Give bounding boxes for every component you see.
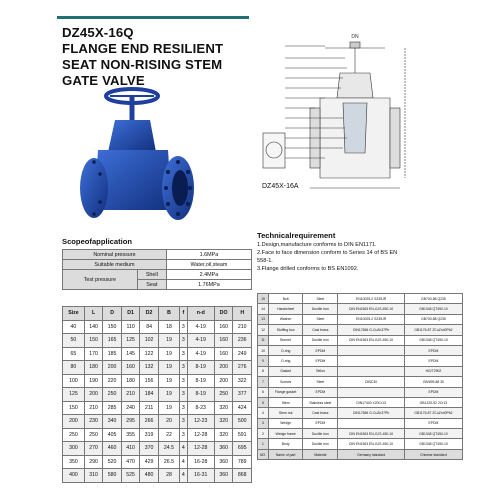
part-cell: Ductile iron bbox=[303, 335, 338, 345]
part-cell bbox=[338, 356, 404, 366]
table-row bbox=[258, 294, 463, 304]
table-row bbox=[258, 439, 463, 449]
part-cell: Stem nut bbox=[269, 408, 303, 418]
dimension-header-cell: L bbox=[84, 307, 103, 321]
dimension-cell: 40 bbox=[63, 320, 85, 334]
part-cell: 4 bbox=[258, 408, 269, 418]
part-cell: 7 bbox=[258, 377, 269, 387]
part-cell: Ductile iron bbox=[303, 304, 338, 314]
dimension-cell: 3 bbox=[180, 361, 187, 375]
dimension-cell: 355 bbox=[121, 428, 140, 442]
part-cell: EPDM bbox=[404, 418, 462, 428]
dimension-cell: 20 bbox=[158, 415, 179, 429]
dimension-cell: 249 bbox=[233, 347, 252, 361]
part-cell: DIN EN1563 EN-GJS-450-10 bbox=[338, 304, 404, 314]
part-cell: 2 bbox=[258, 429, 269, 439]
table-row bbox=[258, 335, 463, 345]
dimension-cell: 322 bbox=[233, 374, 252, 388]
dimension-cell: 19 bbox=[158, 374, 179, 388]
scope-table bbox=[62, 249, 252, 290]
dimension-cell: 102 bbox=[140, 334, 159, 348]
dimension-cell: 65 bbox=[63, 347, 85, 361]
drawing-model-label: DZ45X-16A bbox=[262, 183, 299, 190]
part-cell: 6 bbox=[258, 387, 269, 397]
part-cell: GB1348 QT450-10 bbox=[404, 439, 462, 449]
dimension-header-cell: Size bbox=[63, 307, 85, 321]
dimension-cell: 160 bbox=[214, 347, 233, 361]
part-cell: Wedge bbox=[269, 418, 303, 428]
table-row bbox=[63, 428, 252, 442]
part-cell: DIN EN1563 EN-GJS-450-10 bbox=[338, 335, 404, 345]
dimension-cell: 210 bbox=[121, 388, 140, 402]
dimension-cell: 290 bbox=[84, 455, 103, 469]
dimension-cell: 370 bbox=[140, 442, 159, 456]
dimension-cell: 377 bbox=[233, 388, 252, 402]
part-cell: 13 bbox=[258, 314, 269, 324]
part-cell: 15 bbox=[258, 294, 269, 304]
dimension-cell: 8-19 bbox=[187, 374, 214, 388]
part-cell: GB700-88 Q235 bbox=[404, 314, 462, 324]
table-row bbox=[63, 388, 252, 402]
dimension-cell: 16-31 bbox=[187, 469, 214, 483]
part-cell: GB1348 QT450-10 bbox=[404, 335, 462, 345]
dimension-cell: 4-19 bbox=[187, 347, 214, 361]
tech-requirements bbox=[257, 241, 457, 273]
dimension-cell: 429 bbox=[140, 455, 159, 469]
dimension-cell: 340 bbox=[103, 415, 122, 429]
dimension-cell: 200 bbox=[103, 361, 122, 375]
dimension-cell: 200 bbox=[214, 374, 233, 388]
dimension-cell: 3 bbox=[180, 428, 187, 442]
part-cell: O-ring bbox=[269, 356, 303, 366]
part-cell: GB1348 QT450-10 bbox=[404, 429, 462, 439]
table-row bbox=[63, 334, 252, 348]
part-cell: Gasket bbox=[269, 366, 303, 376]
dimension-cell: 50 bbox=[63, 334, 85, 348]
table-row bbox=[63, 347, 252, 361]
dimension-cell: 360 bbox=[214, 469, 233, 483]
title-line-3: SEAT NON-RISING STEM bbox=[62, 57, 223, 72]
test-pressure-label: Test pressure bbox=[63, 270, 138, 290]
part-cell: DIN17656 G-CuZn37Pb bbox=[338, 325, 404, 335]
dimension-cell: 19 bbox=[158, 388, 179, 402]
dimension-cell: 12-28 bbox=[187, 428, 214, 442]
dimension-cell: 4-19 bbox=[187, 334, 214, 348]
part-cell: GB1176-87 ZCuZn40Pb2 bbox=[404, 325, 462, 335]
dimension-cell: 360 bbox=[214, 442, 233, 456]
dimension-cell: 320 bbox=[214, 428, 233, 442]
dimension-cell: 200 bbox=[63, 415, 85, 429]
dimension-cell: 250 bbox=[214, 388, 233, 402]
dimension-cell: 170 bbox=[84, 347, 103, 361]
tech-line: 558-1. bbox=[257, 258, 273, 264]
table-row bbox=[63, 361, 252, 375]
part-cell: Stem bbox=[269, 397, 303, 407]
dimension-cell: 22 bbox=[158, 428, 179, 442]
dimension-cell: 160 bbox=[214, 320, 233, 334]
dimension-cell: 210 bbox=[84, 401, 103, 415]
part-cell bbox=[338, 418, 404, 428]
dimension-cell: 8-23 bbox=[187, 401, 214, 415]
dimension-cell: 266 bbox=[140, 415, 159, 429]
part-cell: Washer bbox=[269, 314, 303, 324]
part-cell: DIN17656 G-CuZn37Pb bbox=[338, 408, 404, 418]
dimension-cell: 4 bbox=[180, 469, 187, 483]
part-cell: 1 bbox=[258, 439, 269, 449]
part-cell: 14 bbox=[258, 304, 269, 314]
dimension-cell: 125 bbox=[121, 334, 140, 348]
part-cell: DINC30 bbox=[338, 377, 404, 387]
dimension-cell: 18 bbox=[158, 320, 179, 334]
tech-heading: Technicalrequirement bbox=[257, 231, 336, 240]
part-cell: 11 bbox=[258, 335, 269, 345]
dimension-cell: 84 bbox=[140, 320, 159, 334]
tech-line: 3.Flange drilled conforms to BS EN1092. bbox=[257, 266, 359, 272]
part-cell: Flange gasket bbox=[269, 387, 303, 397]
parts-table bbox=[257, 293, 463, 460]
part-cell bbox=[338, 345, 404, 355]
dimension-cell: 12-23 bbox=[187, 415, 214, 429]
part-cell: Stainless steel bbox=[303, 397, 338, 407]
dn-label: DN bbox=[351, 34, 359, 40]
table-row bbox=[63, 374, 252, 388]
dimension-cell: 360 bbox=[214, 455, 233, 469]
dimension-cell: 122 bbox=[140, 347, 159, 361]
part-cell: Handwheel bbox=[269, 304, 303, 314]
dimension-cell: 789 bbox=[233, 455, 252, 469]
dimension-cell: 300 bbox=[63, 442, 85, 456]
dimension-cell: 220 bbox=[103, 374, 122, 388]
part-cell: Steel bbox=[303, 377, 338, 387]
dimension-cell: 4 bbox=[180, 442, 187, 456]
part-cell: EPDM bbox=[404, 387, 462, 397]
title-line-2: FLANGE END RESILIENT bbox=[62, 41, 224, 56]
shell-value: 2.4MPa bbox=[166, 270, 251, 280]
table-row bbox=[258, 314, 463, 324]
part-cell: Body bbox=[269, 439, 303, 449]
part-cell bbox=[338, 366, 404, 376]
part-cell: Bolt bbox=[269, 294, 303, 304]
part-cell: 10 bbox=[258, 345, 269, 355]
part-cell: Screws bbox=[269, 377, 303, 387]
scope-heading: Scopeofapplication bbox=[62, 237, 133, 246]
part-cell: Cast brass bbox=[303, 325, 338, 335]
dimension-cell: 3 bbox=[180, 374, 187, 388]
dimension-cell: 230 bbox=[84, 415, 103, 429]
dimension-cell: 3 bbox=[180, 334, 187, 348]
dimension-cell: 100 bbox=[63, 374, 85, 388]
dimension-cell: 132 bbox=[140, 361, 159, 375]
parts-footer-row bbox=[258, 449, 463, 459]
dimension-cell: 140 bbox=[84, 320, 103, 334]
table-row bbox=[258, 304, 463, 314]
medium-label: Suitable medium bbox=[63, 260, 167, 270]
dimension-cell: 460 bbox=[103, 442, 122, 456]
dimension-cell: 500 bbox=[233, 415, 252, 429]
dimension-cell: 28 bbox=[158, 469, 179, 483]
part-cell: DIN17440 X20Cr13 bbox=[338, 397, 404, 407]
parts-footer-cell: Name of part bbox=[269, 449, 303, 459]
part-cell: EPDM bbox=[303, 345, 338, 355]
dimension-cell: 236 bbox=[233, 334, 252, 348]
table-row bbox=[258, 408, 463, 418]
nominal-pressure-value: 1.6MPa bbox=[166, 250, 251, 260]
part-cell: EN10025-2 S235JR bbox=[338, 294, 404, 304]
table-row bbox=[63, 455, 252, 469]
dimension-cell: 19 bbox=[158, 401, 179, 415]
part-cell bbox=[338, 387, 404, 397]
part-cell: 3 bbox=[258, 418, 269, 428]
part-cell: EPDM bbox=[303, 387, 338, 397]
dimension-cell: 180 bbox=[121, 374, 140, 388]
dimension-cell: 3 bbox=[180, 415, 187, 429]
dimension-cell: 410 bbox=[121, 442, 140, 456]
dimension-cell: 868 bbox=[233, 469, 252, 483]
part-cell: DIN EN1563 EN-GJS-450-10 bbox=[338, 439, 404, 449]
dimension-header-row bbox=[63, 307, 252, 321]
dimension-cell: 250 bbox=[63, 428, 85, 442]
part-cell: Wedge frame bbox=[269, 429, 303, 439]
dimension-cell: 350 bbox=[63, 455, 85, 469]
part-cell: Stuffing box bbox=[269, 325, 303, 335]
table-row bbox=[258, 397, 463, 407]
table-row bbox=[63, 469, 252, 483]
dimension-cell: 24.5 bbox=[158, 442, 179, 456]
part-cell: GB1176-87 ZCuZn40Pb2 bbox=[404, 408, 462, 418]
dimension-cell: 8-19 bbox=[187, 361, 214, 375]
dimension-cell: 695 bbox=[233, 442, 252, 456]
part-cell: 5 bbox=[258, 397, 269, 407]
dimension-cell: 200 bbox=[214, 361, 233, 375]
dimension-cell: 320 bbox=[214, 401, 233, 415]
shell-label: Shell bbox=[137, 270, 166, 280]
dimension-cell: 165 bbox=[103, 334, 122, 348]
dimension-cell: 319 bbox=[140, 428, 159, 442]
dimension-cell: 150 bbox=[103, 320, 122, 334]
table-row bbox=[63, 415, 252, 429]
dimension-cell: 240 bbox=[121, 401, 140, 415]
dimension-cell: 270 bbox=[84, 442, 103, 456]
dimension-cell: 19 bbox=[158, 347, 179, 361]
dimension-cell: 310 bbox=[84, 469, 103, 483]
valve-product-image bbox=[60, 82, 210, 232]
part-cell: 8 bbox=[258, 366, 269, 376]
dimension-cell: 160 bbox=[121, 361, 140, 375]
parts-footer-cell: NO. bbox=[258, 449, 269, 459]
dimension-cell: 525 bbox=[121, 469, 140, 483]
dimension-cell: 110 bbox=[121, 320, 140, 334]
dimension-cell: 150 bbox=[84, 334, 103, 348]
part-cell: Ductile iron bbox=[303, 439, 338, 449]
part-cell: GB700-88 Q235 bbox=[404, 294, 462, 304]
dimension-header-cell: D1 bbox=[121, 307, 140, 321]
dimension-header-cell: f bbox=[180, 307, 187, 321]
dimension-header-cell: D2 bbox=[140, 307, 159, 321]
dimension-cell: 4-19 bbox=[187, 320, 214, 334]
part-cell: Ductile iron bbox=[303, 429, 338, 439]
dimension-cell: 80 bbox=[63, 361, 85, 375]
part-cell: Cast brass bbox=[303, 408, 338, 418]
parts-footer-cell: Germany standard bbox=[338, 449, 404, 459]
dimension-cell: 295 bbox=[121, 415, 140, 429]
parts-footer-cell: Chinese standard bbox=[404, 449, 462, 459]
dimension-header-cell: H bbox=[233, 307, 252, 321]
table-row bbox=[258, 345, 463, 355]
dimension-header-cell: DO bbox=[214, 307, 233, 321]
tech-line: 1.Design,manufacture conforms to DIN EN1171. bbox=[257, 242, 377, 248]
part-cell: 9 bbox=[258, 356, 269, 366]
seat-label: Seat bbox=[137, 280, 166, 290]
part-cell: GB1220-92 2Cr13 bbox=[404, 397, 462, 407]
dimension-cell: 3 bbox=[180, 401, 187, 415]
dimension-header-cell: D bbox=[103, 307, 122, 321]
table-row bbox=[258, 325, 463, 335]
dimension-cell: 4 bbox=[180, 455, 187, 469]
part-cell: Bonnet bbox=[269, 335, 303, 345]
dimension-cell: 125 bbox=[63, 388, 85, 402]
table-row bbox=[258, 356, 463, 366]
part-cell: GB/699-88 30 bbox=[404, 377, 462, 387]
dimension-cell: 250 bbox=[84, 428, 103, 442]
part-cell: GB1348 QT450-10 bbox=[404, 304, 462, 314]
dimension-cell: 12-28 bbox=[187, 442, 214, 456]
part-cell: EPDM bbox=[303, 418, 338, 428]
dimension-header-cell: B bbox=[158, 307, 179, 321]
part-cell: EPDM bbox=[404, 345, 462, 355]
part-cell: Steel bbox=[303, 294, 338, 304]
part-cell: EN10025-2 S235JR bbox=[338, 314, 404, 324]
part-cell: Teflon bbox=[303, 366, 338, 376]
dimension-cell: 591 bbox=[233, 428, 252, 442]
dimension-cell: 184 bbox=[140, 388, 159, 402]
dimension-cell: 145 bbox=[121, 347, 140, 361]
part-cell: Steel bbox=[303, 314, 338, 324]
dimension-cell: 480 bbox=[140, 469, 159, 483]
dimension-cell: 19 bbox=[158, 361, 179, 375]
dimension-cell: 3 bbox=[180, 347, 187, 361]
dimension-cell: 156 bbox=[140, 374, 159, 388]
tech-line: 2.Face to face dimension conform to Series 14 of BS EN bbox=[257, 250, 398, 256]
dimension-cell: 3 bbox=[180, 388, 187, 402]
dimension-cell: 400 bbox=[63, 469, 85, 483]
title-line-1: DZ45X-16Q bbox=[62, 25, 134, 40]
part-cell: EPDM bbox=[303, 356, 338, 366]
part-cell: DIN EN1563 EN-GJS-450-10 bbox=[338, 429, 404, 439]
table-row bbox=[258, 377, 463, 387]
dimension-cell: 160 bbox=[214, 334, 233, 348]
part-cell: 12 bbox=[258, 325, 269, 335]
dimension-table bbox=[62, 306, 252, 483]
dimension-cell: 520 bbox=[103, 455, 122, 469]
dimension-cell: 285 bbox=[103, 401, 122, 415]
dimension-cell: 8-19 bbox=[187, 388, 214, 402]
title-line-4: GATE VALVE bbox=[62, 73, 145, 88]
dimension-cell: 150 bbox=[63, 401, 85, 415]
parts-footer-cell: Material bbox=[303, 449, 338, 459]
table-row bbox=[63, 442, 252, 456]
table-row bbox=[258, 387, 463, 397]
dimension-cell: 180 bbox=[84, 361, 103, 375]
header-accent-bar bbox=[57, 16, 249, 19]
medium-value: Water,oil,steam bbox=[166, 260, 251, 270]
dimension-cell: 250 bbox=[103, 388, 122, 402]
dimension-cell: 26.5 bbox=[158, 455, 179, 469]
part-cell: HG/T2902 bbox=[404, 366, 462, 376]
dimension-cell: 19 bbox=[158, 334, 179, 348]
dimension-cell: 470 bbox=[121, 455, 140, 469]
dimension-cell: 210 bbox=[233, 320, 252, 334]
dimension-cell: 185 bbox=[103, 347, 122, 361]
part-cell: O-ring bbox=[269, 345, 303, 355]
dimension-cell: 200 bbox=[84, 388, 103, 402]
dimension-cell: 16-28 bbox=[187, 455, 214, 469]
seat-value: 1.76MPa bbox=[166, 280, 251, 290]
dimension-cell: 580 bbox=[103, 469, 122, 483]
part-cell: EPDM bbox=[404, 356, 462, 366]
dimension-cell: 3 bbox=[180, 320, 187, 334]
table-row bbox=[258, 418, 463, 428]
dimension-cell: 320 bbox=[214, 415, 233, 429]
dimension-cell: 276 bbox=[233, 361, 252, 375]
technical-drawing bbox=[255, 28, 415, 198]
dimension-cell: 405 bbox=[103, 428, 122, 442]
dimension-cell: 424 bbox=[233, 401, 252, 415]
dimension-cell: 211 bbox=[140, 401, 159, 415]
dimension-cell: 190 bbox=[84, 374, 103, 388]
table-row bbox=[258, 366, 463, 376]
nominal-pressure-label: Nominal pressure bbox=[63, 250, 167, 260]
table-row bbox=[63, 401, 252, 415]
dimension-header-cell: n-d bbox=[187, 307, 214, 321]
table-row bbox=[63, 320, 252, 334]
table-row bbox=[258, 429, 463, 439]
